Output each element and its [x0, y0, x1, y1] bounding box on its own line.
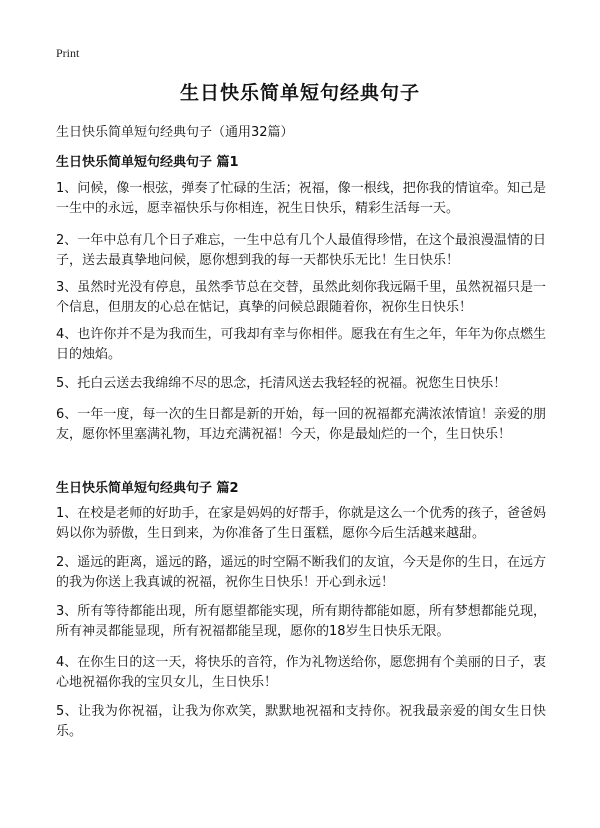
paragraph: 4、也许你并不是为我而生，可我却有幸与你相伴。愿我在有生之年，年年为你点燃生日的烛焰。	[56, 327, 546, 362]
paragraph: 2、一年中总有几个日子难忘，一生中总有几个人最值得珍惜，在这个最浪漫温情的日子，送去最真挚地问候，愿你想到我的每一天都快乐无比！生日快乐！	[56, 233, 546, 268]
paragraph: 1、问候，像一根弦，弹奏了忙碌的生活；祝福，像一根线，把你我的情谊牵。知己是一生中的永远，愿幸福快乐与你相连，祝生日快乐，精彩生活每一天。	[56, 181, 546, 216]
document-subtitle: 生日快乐简单短句经典句子（通用32篇）	[56, 125, 294, 140]
section-heading: 生日快乐简单短句经典句子 篇2	[56, 481, 239, 496]
page-title: 生日快乐简单短句经典句子	[179, 82, 420, 104]
section-heading: 生日快乐简单短句经典句子 篇1	[56, 155, 239, 170]
paragraph: 5、托白云送去我绵绵不尽的思念，托清风送去我轻轻的祝福。祝您生日快乐！	[56, 376, 507, 391]
paragraph: 4、在你生日的这一天，将快乐的音符，作为礼物送给你，愿您拥有个美丽的日子，衷心地祝福你我的宝贝女儿，生日快乐！	[56, 655, 546, 690]
print-label: Print	[56, 46, 80, 60]
paragraph: 5、让我为你祝福，让我为你欢笑，默默地祝福和支持你。祝我最亲爱的闺女生日快乐。	[56, 704, 546, 739]
paragraph: 3、虽然时光没有停息，虽然季节总在交替，虽然此刻你我远隔千里，虽然祝福只是一个信息，但朋友的心总在惦记，真挚的问候总跟随着你，祝你生日快乐！	[56, 280, 546, 315]
paragraph: 1、在校是老师的好助手，在家是妈妈的好帮手，你就是这么一个优秀的孩子，爸爸妈妈以你为骄傲，生日到来，为你准备了生日蛋糕，愿你今后生活越来越甜。	[56, 506, 546, 541]
paragraph: 2、遥远的距离，遥远的路，遥远的时空隔不断我们的友谊，今天是你的生日，在远方的我为你送上我真诚的祝福，祝你生日快乐！开心到永远！	[56, 555, 546, 590]
paragraph: 3、所有等待都能出现，所有愿望都能实现，所有期待都能如愿，所有梦想都能兑现，所有神灵都能显现，所有祝福都能呈现，愿你的18岁生日快乐无限。	[56, 604, 546, 639]
paragraph: 6、一年一度，每一次的生日都是新的开始，每一回的祝福都充满浓浓情谊！亲爱的朋友，愿你怀里塞满礼物，耳边充满祝福！今天，你是最灿烂的一个，生日快乐！	[56, 407, 546, 442]
